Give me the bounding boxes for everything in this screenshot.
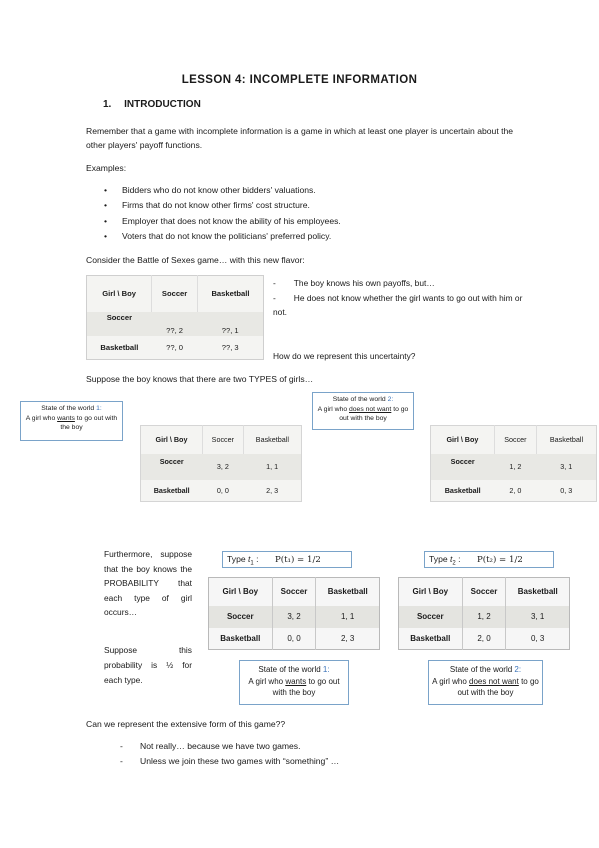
payoff-table-type2-large: Girl \ Boy Soccer Basketball Soccer 1, 2 3, 1 Basketball 2, 0 0, 3 bbox=[398, 577, 570, 650]
table-row: Basketball 0, 0 2, 3 bbox=[141, 480, 302, 502]
list-item: • Firms that do not know other firms' cost structure. bbox=[104, 200, 310, 211]
section-number: 1. bbox=[103, 99, 112, 110]
table-row: Basketball 0, 0 2, 3 bbox=[209, 628, 380, 650]
table-row: Basketball ??, 0 ??, 3 bbox=[87, 336, 264, 360]
list-item: • Employer that does not know the ability of his employees. bbox=[104, 215, 341, 226]
payoff-table-type1: Girl \ Boy Soccer Basketball Soccer 3, 2 1, 1 Basketball 0, 0 2, 3 bbox=[140, 425, 302, 502]
list-item: - Unless we join these two games with “something” … bbox=[120, 756, 340, 767]
probability-paragraph: Suppose this probability is ½ for each type. bbox=[104, 645, 192, 685]
payoff-table-type2: Girl \ Boy Soccer Basketball Soccer 1, 2 3, 1 Basketball 2, 0 0, 3 bbox=[430, 425, 597, 502]
list-item: • Voters that do not know the politicians' preferred policy. bbox=[104, 230, 332, 241]
note-1: The boy knows his own payoffs, but… bbox=[293, 278, 435, 288]
uncertainty-question: How do we represent this uncertainty? bbox=[273, 351, 416, 361]
table-row: Soccer 1, 2 3, 1 bbox=[399, 606, 570, 628]
payoff-table-type1-large: Girl \ Boy Soccer Basketball Soccer 3, 2 1, 1 Basketball 0, 0 2, 3 bbox=[208, 577, 380, 650]
extensive-question: Can we represent the extensive form of this game?? bbox=[86, 719, 286, 729]
payoff-table-unknown bbox=[86, 275, 264, 360]
table-row: Soccer 3, 2 1, 1 bbox=[141, 454, 302, 480]
table-header: Basketball bbox=[211, 289, 250, 299]
type-2-label: Type $t_2$ : P(t₂) = 1/2 bbox=[424, 551, 554, 568]
types-intro: Suppose the boy knows that there are two TYPES of girls… bbox=[86, 374, 314, 384]
section-title: INTRODUCTION bbox=[124, 99, 201, 110]
state-of-world-1-large-box: State of the world 1: A girl who wants to go out with the boy bbox=[239, 660, 349, 705]
examples-label: Examples: bbox=[86, 163, 127, 173]
list-item: - Not really… because we have two games. bbox=[120, 741, 301, 751]
table-row: Soccer 1, 2 3, 1 bbox=[431, 454, 597, 480]
table-row: Basketball 2, 0 0, 3 bbox=[431, 480, 597, 502]
list-item: • Bidders who do not know other bidders' valuations. bbox=[104, 185, 316, 195]
state-of-world-2-large-box: State of the world 2: A girl who does not want to go out with the boy bbox=[428, 660, 543, 705]
note-2: He does not know whether the girl wants to go out with him or not. bbox=[273, 293, 523, 317]
side-notes: - The boy knows his own payoffs, but… - He does not know whether the girl wants to go out with him or not. bbox=[273, 278, 523, 317]
intro-paragraph: Remember that a game with incomplete information is a game in which at least one player is uncertain about the other players' payoff functions. bbox=[86, 126, 514, 150]
battle-intro: Consider the Battle of Sexes game… with this new flavor: bbox=[86, 255, 305, 265]
table-row: Basketball 2, 0 0, 3 bbox=[399, 628, 570, 650]
type-1-label: Type $t_1$ : P(t₁) = 1/2 bbox=[222, 551, 352, 568]
examples-list bbox=[104, 183, 522, 244]
table-row: Soccer 3, 2 1, 1 bbox=[209, 606, 380, 628]
table-row: Soccer ??, 2 ??, 1 bbox=[87, 312, 264, 336]
table-header: Girl \ Boy bbox=[87, 276, 152, 312]
furthermore-paragraph: Furthermore, suppose that the boy knows the PROBABILITY that each type of girl occurs… bbox=[104, 549, 192, 618]
answers-list bbox=[120, 739, 520, 770]
section-heading bbox=[103, 99, 201, 110]
state-of-world-2-box: State of the world 2: A girl who does not want to go out with the boy bbox=[312, 392, 414, 430]
page-title: LESSON 4: INCOMPLETE INFORMATION bbox=[181, 74, 418, 86]
state-of-world-1-box: State of the world 1: A girl who wants to go out with the boy bbox=[20, 401, 123, 441]
table-header: Soccer bbox=[152, 276, 198, 312]
